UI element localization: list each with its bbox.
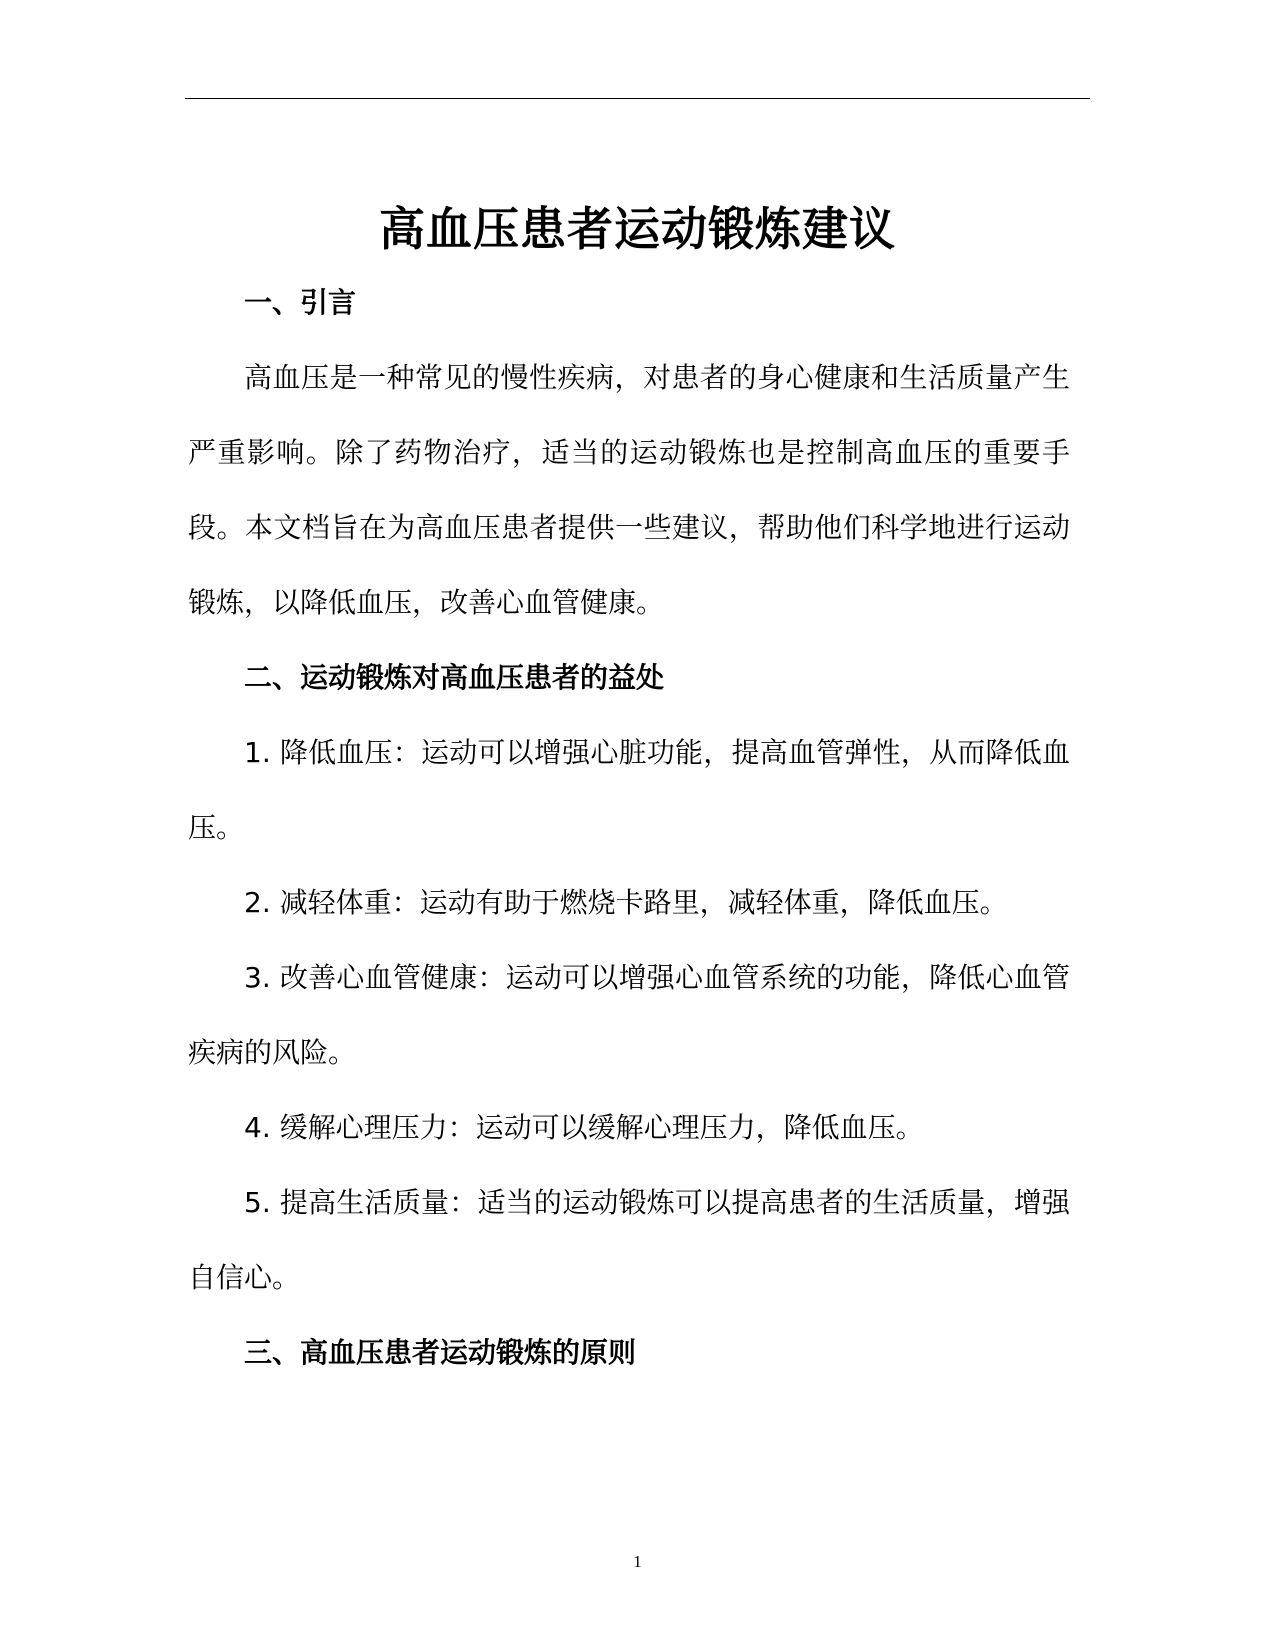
benefit-item-5: 5. 提高生活质量：适当的运动锻炼可以提高患者的生活质量，增强自信心。 — [188, 1186, 1070, 1294]
benefit-item-2: 2. 减轻体重：运动有助于燃烧卡路里，减轻体重，降低血压。 — [244, 886, 1008, 919]
benefit-item-3: 3. 改善心血管健康：运动可以增强心血管系统的功能，降低心血管疾病的风险。 — [188, 961, 1070, 1069]
page-number: 1 — [633, 1552, 642, 1571]
document-body — [188, 265, 1070, 1390]
benefit-item-4: 4. 缓解心理压力：运动可以缓解心理压力，降低血压。 — [244, 1111, 924, 1144]
section-heading-intro: 一、引言 — [244, 286, 357, 319]
document-title: 高血压患者运动锻炼建议 — [379, 201, 896, 256]
benefit-item-1: 1. 降低血压：运动可以增强心脏功能，提高血管弹性，从而降低血压。 — [188, 736, 1070, 844]
intro-paragraph: 高血压是一种常见的慢性疾病，对患者的身心健康和生活质量产生严重影响。除了药物治疗，适当的运动锻炼也是控制高血压的重要手段。本文档旨在为高血压患者提供一些建议，帮助他们科学地进行运动锻炼，以降低血压，改善心血管健康。 — [188, 361, 1070, 619]
header-rule — [185, 98, 1090, 99]
section-heading-benefits: 二、运动锻炼对高血压患者的益处 — [244, 661, 665, 694]
section-heading-principles: 三、高血压患者运动锻炼的原则 — [244, 1336, 637, 1369]
